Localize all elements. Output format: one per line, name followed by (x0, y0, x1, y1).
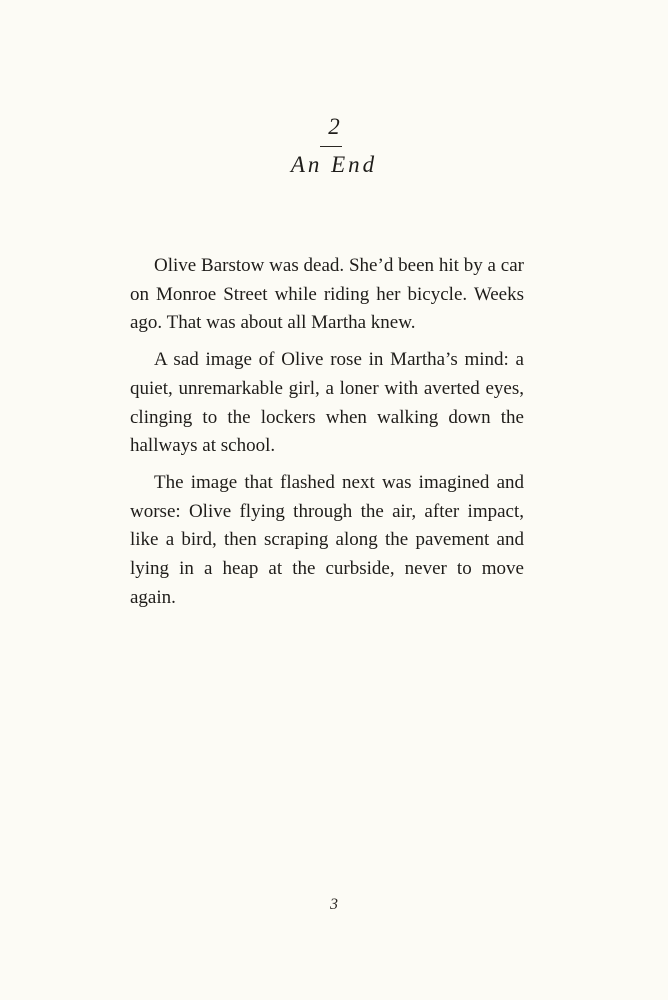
chapter-body (130, 252, 524, 620)
chapter-number: 2 (328, 114, 340, 139)
paragraph-2: A sad image of Olive rose in Martha’s mind: a quiet, unremarkable girl, a loner with averted eyes, clinging to the lockers when walking down the hallways at school. (130, 349, 524, 457)
chapter-divider (320, 146, 342, 147)
paragraph-3: The image that flashed next was imagined and worse: Olive flying through the air, after impact, like a bird, then scraping along the pavement and lying in a heap at the curbside, never to move again. (130, 471, 524, 608)
paragraph-1: Olive Barstow was dead. She’d been hit by a car on Monroe Street while riding her bicycle. Weeks ago. That was about all Martha knew. (130, 255, 524, 334)
chapter-title: An End (290, 152, 378, 177)
page-number: 3 (330, 896, 338, 913)
